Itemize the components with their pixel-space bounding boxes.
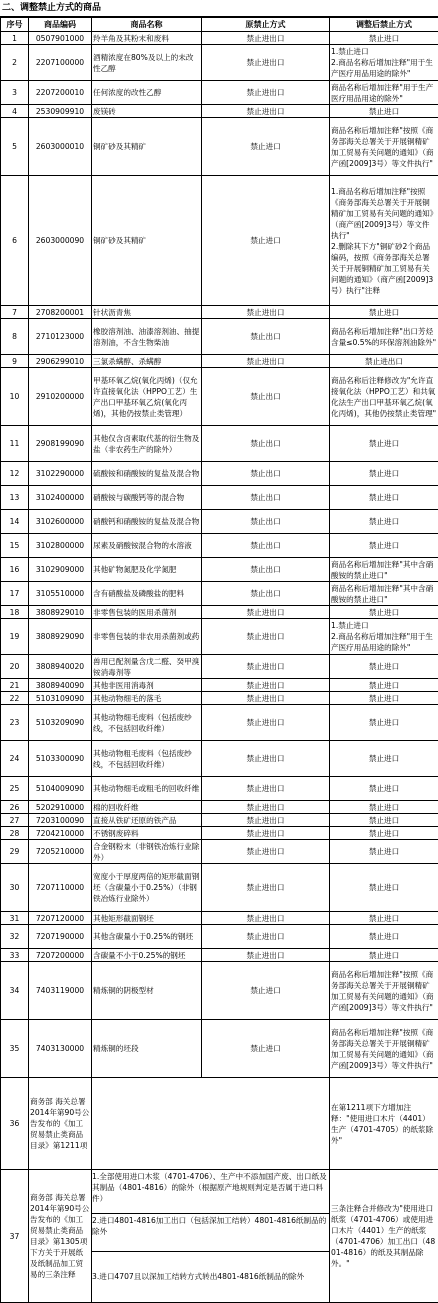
row-code: 5104009090 <box>29 777 92 801</box>
row-code: 7207110000 <box>29 864 92 912</box>
row-adjusted: 禁止进口 <box>330 827 438 840</box>
row-name: 羚羊角及其粉末和废料 <box>92 32 202 45</box>
row-original: 禁止进出口 <box>202 606 330 619</box>
table-row <box>1 582 438 606</box>
row-no: 37 <box>1 1170 29 1303</box>
row-no: 21 <box>1 679 29 692</box>
row-adjusted: 禁止进口 <box>330 306 438 319</box>
row-no: 10 <box>1 368 29 426</box>
row-name: 其他矿物氮肥及化学氮肥 <box>92 558 202 582</box>
table-row <box>1 176 438 306</box>
row-no: 29 <box>1 840 29 864</box>
row-code: 3808929090 <box>29 619 92 655</box>
row-adjusted: 商品名称后增加注释"按照《商务部海关总署关于开展铜精矿加工贸易有关问题的通知》（商产函[2009]3号）等文件执行" <box>330 1020 438 1078</box>
row-code: 2530909910 <box>29 105 92 118</box>
row-adjusted: 禁止进口 <box>330 486 438 510</box>
row-code: 3102909000 <box>29 558 92 582</box>
note-item: 2.进口4801-4816加工出口（包括深加工结转）4801-4816纸制品的除外 <box>92 1214 329 1251</box>
table-row <box>1 32 438 45</box>
row-code: 7403130000 <box>29 1020 92 1078</box>
table-row <box>1 777 438 801</box>
prohibition-table <box>0 17 438 1303</box>
table-row <box>1 827 438 840</box>
row-original: 禁止进出口 <box>202 814 330 827</box>
row-name: 铜矿砂及其精矿 <box>92 118 202 176</box>
table-body-special <box>1 1078 438 1303</box>
row-original: 禁止进出口 <box>202 692 330 705</box>
row-code: 7204210000 <box>29 827 92 840</box>
row-name: 非零售包装的医用杀菌剂 <box>92 606 202 619</box>
row-adjusted: 禁止进口 <box>330 925 438 949</box>
row-no: 4 <box>1 105 29 118</box>
row-no: 33 <box>1 949 29 962</box>
table-row <box>1 741 438 777</box>
note-item: 1.全部使用进口木浆（4701-4706）、生产中不添加国产废、出口纸及其制品（4801-4816）的除外（根据原产地规则判定是否属于进口料件） <box>92 1170 329 1214</box>
row-code: 2906299010 <box>29 355 92 368</box>
header-name: 商品名称 <box>92 18 202 32</box>
row-no: 19 <box>1 619 29 655</box>
table-row <box>1 368 438 426</box>
row-no: 25 <box>1 777 29 801</box>
row-code: 2207100000 <box>29 45 92 81</box>
row-code: 2603000090 <box>29 176 92 306</box>
row-name: 精炼铜的阴极型材 <box>92 962 202 1020</box>
row-name: 硫酸铵和硝酸铵的复盐及混合物 <box>92 462 202 486</box>
row-code: 5202910000 <box>29 801 92 814</box>
row-original: 禁止出口 <box>202 534 330 558</box>
row-name: 精炼铜的坯段 <box>92 1020 202 1078</box>
table-row <box>1 486 438 510</box>
row-original: 禁止出口 <box>202 582 330 606</box>
table-row <box>1 558 438 582</box>
row-name: 甲基环氧乙烷(氧化丙烯)（仅允许直接氧化法（HPPO工艺）生产出口甲基环氧乙烷(氧化丙烯)，其他仍按禁止类管理） <box>92 368 202 426</box>
table-row <box>1 925 438 949</box>
row-no: 18 <box>1 606 29 619</box>
row-name: 其他仅含卤素取代基的衍生物及盐（非农药生产的除外） <box>92 426 202 462</box>
row-original: 禁止进出口 <box>202 679 330 692</box>
row-code: 2710123000 <box>29 319 92 355</box>
table-row <box>1 118 438 176</box>
table-row <box>1 619 438 655</box>
row-no: 28 <box>1 827 29 840</box>
row-adjusted: 禁止进口 <box>330 912 438 925</box>
row-original: 禁止进出口 <box>202 949 330 962</box>
row-original: 禁止出口 <box>202 368 330 426</box>
table-row <box>1 462 438 486</box>
table-row <box>1 510 438 534</box>
row-code: 3105510000 <box>29 582 92 606</box>
row-adjusted: 商品名称后增加注释"其中含硝酸铵的禁止进口" <box>330 582 438 606</box>
row-adjusted: 禁止进口 <box>330 606 438 619</box>
row-code: 2708200001 <box>29 306 92 319</box>
row-no: 20 <box>1 655 29 679</box>
row-no: 24 <box>1 741 29 777</box>
table-row <box>1 81 438 105</box>
row-original: 禁止进出口 <box>202 925 330 949</box>
table-row <box>1 840 438 864</box>
row-adjusted: 禁止进口 <box>330 840 438 864</box>
table-row-36 <box>1 1078 438 1170</box>
row-adjusted: 商品名称后注释修改为"允许直接氧化法（HPPO工艺）和共氧化法生产出口甲基环氧乙烷(氧化丙烯)，其他仍按禁止类管理" <box>330 368 438 426</box>
row-original: 禁止进出口 <box>202 45 330 81</box>
row-code: 3102400000 <box>29 486 92 510</box>
row-adjusted: 禁止进口 <box>330 32 438 45</box>
row-adjusted: 商品名称后增加注释"用于生产医疗用品用途的除外" <box>330 81 438 105</box>
row-adjusted: 商品名称后增加注释"其中含硝酸铵的禁止进口" <box>330 558 438 582</box>
row-name: 直接从铁矿还原的铁产品 <box>92 814 202 827</box>
table-row <box>1 912 438 925</box>
row-code: 3808929010 <box>29 606 92 619</box>
row-adjusted: 禁止进口 <box>330 949 438 962</box>
row-original: 禁止出口 <box>202 426 330 462</box>
row-empty <box>92 1078 330 1170</box>
row-code: 2207200010 <box>29 81 92 105</box>
row-name: 尿素及硝酸铵混合物的水溶液 <box>92 534 202 558</box>
row-adjusted: 商品名称后增加注释"按照《商务部海关总署关于开展铜精矿加工贸易有关问题的通知》（商产函[2009]3号）等文件执行" <box>330 118 438 176</box>
table-row <box>1 426 438 462</box>
section-title: 二、调整禁止方式的商品 <box>0 0 438 17</box>
row-no: 9 <box>1 355 29 368</box>
header-row <box>1 18 438 32</box>
row-name: 合金钢粉末（非钢铁冶炼行业除外） <box>92 840 202 864</box>
row-no: 35 <box>1 1020 29 1078</box>
row-name: 任何浓度的改性乙醇 <box>92 81 202 105</box>
row-desc: 商务部 海关总署2014年第90号公告发布的《加工贸易禁止类商品目录》第1211项 <box>29 1078 92 1170</box>
row-code: 7203100090 <box>29 814 92 827</box>
row-adjusted: 1.商品名称后增加注释"按照《商务部海关总署关于开展铜精矿加工贸易有关问题的通知》（商产函[2009]3号）等文件执行" 2.删除其下方"铜矿砂2个商品编码，按照《商务部海关总署关于开展铜精矿加工贸易有关问题的通知》（商产函[2009]3号）执行"注释 <box>330 176 438 306</box>
row-adjusted: 1.禁止进口 2.商品名称后增加注释"用于生产医疗用品用途的除外" <box>330 619 438 655</box>
row-adjusted: 禁止进口 <box>330 741 438 777</box>
row-name: 不锈钢废碎料 <box>92 827 202 840</box>
row-original: 禁止进出口 <box>202 840 330 864</box>
row-name: 硝酸钙和硝酸铵的复盐及混合物 <box>92 510 202 534</box>
row-original: 禁止出口 <box>202 510 330 534</box>
row-name: 含碳量不小于0.25%的钢坯 <box>92 949 202 962</box>
row-no: 3 <box>1 81 29 105</box>
row-code: 3808940020 <box>29 655 92 679</box>
row-original: 禁止进出口 <box>202 306 330 319</box>
row-adjusted: 禁止进口 <box>330 426 438 462</box>
row-no: 2 <box>1 45 29 81</box>
row-name: 棉的回收纤维 <box>92 801 202 814</box>
table-row <box>1 306 438 319</box>
table-row <box>1 1020 438 1078</box>
row-code: 3102600000 <box>29 510 92 534</box>
row-adjusted: 禁止进口 <box>330 679 438 692</box>
row-name: 兽用已配剂量含戊二醛、癸甲溴铵消毒剂等 <box>92 655 202 679</box>
row-original: 禁止出口 <box>202 486 330 510</box>
table-body <box>1 32 438 1078</box>
row-no: 32 <box>1 925 29 949</box>
row-adjusted: 禁止进口 <box>330 777 438 801</box>
row-original: 禁止进出口 <box>202 827 330 840</box>
row-code: 5103109090 <box>29 692 92 705</box>
row-no: 8 <box>1 319 29 355</box>
row-name: 非零售包装的非农用杀菌剂或药 <box>92 619 202 655</box>
row-original: 禁止进出口 <box>202 355 330 368</box>
row-original: 禁止进出口 <box>202 619 330 655</box>
row-original: 禁止进口 <box>202 962 330 1020</box>
table-row <box>1 655 438 679</box>
row-code: 3102290000 <box>29 462 92 486</box>
row-adjusted: 禁止进口 <box>330 705 438 741</box>
row-notes <box>92 1170 330 1303</box>
row-name: 其他含碳量小于0.25%的钢坯 <box>92 925 202 949</box>
table-row <box>1 606 438 619</box>
row-adjusted: 在第1211项下方增加注释："使用进口木片（4401）生产（4701-4705）的纸浆除外" <box>330 1078 438 1170</box>
row-adjusted: 禁止进口 <box>330 655 438 679</box>
table-row <box>1 814 438 827</box>
table-row <box>1 105 438 118</box>
row-no: 30 <box>1 864 29 912</box>
row-adjusted: 商品名称后增加注释"出口芳烃含量≤0.5%的环保溶剂油除外" <box>330 319 438 355</box>
notes-stack <box>92 1170 329 1302</box>
table-row <box>1 705 438 741</box>
table-row <box>1 949 438 962</box>
row-adjusted: 禁止进口 <box>330 864 438 912</box>
row-desc: 商务部 海关总署2014年第90号公告发布的《加工贸易禁止类商品目录》第1305项下方关于开展纸及纸制品加工贸易的三条注释 <box>29 1170 92 1303</box>
row-name: 废镁砖 <box>92 105 202 118</box>
row-no: 27 <box>1 814 29 827</box>
row-no: 31 <box>1 912 29 925</box>
row-no: 23 <box>1 705 29 741</box>
row-name: 其他动物细毛或粗毛的回收纤维 <box>92 777 202 801</box>
table-row <box>1 679 438 692</box>
row-no: 36 <box>1 1078 29 1170</box>
row-code: 2910200000 <box>29 368 92 426</box>
row-original: 禁止出口 <box>202 462 330 486</box>
row-original: 禁止进口 <box>202 176 330 306</box>
row-original: 禁止出口 <box>202 558 330 582</box>
row-code: 3808940090 <box>29 679 92 692</box>
row-original: 禁止进出口 <box>202 105 330 118</box>
row-name: 橡胶溶剂油、油漆溶剂油、抽提溶剂油，不含生物柴油 <box>92 319 202 355</box>
row-original: 禁止进出口 <box>202 741 330 777</box>
row-original: 禁止出口 <box>202 319 330 355</box>
row-no: 26 <box>1 801 29 814</box>
row-original: 禁止进出口 <box>202 32 330 45</box>
row-original: 禁止进出口 <box>202 705 330 741</box>
row-adjusted: 禁止进口 <box>330 692 438 705</box>
row-original: 禁止进出口 <box>202 864 330 912</box>
header-code: 商品编码 <box>29 18 92 32</box>
row-adjusted: 1.禁止进口 2.商品名称后增加注释"用于生产医疗用品用途的除外" <box>330 45 438 81</box>
row-adjusted: 禁止进口 <box>330 105 438 118</box>
row-code: 7207200000 <box>29 949 92 962</box>
row-original: 禁止进口 <box>202 118 330 176</box>
row-name: 其他动物细毛废料（包括废纱线，不包括回收纤维） <box>92 705 202 741</box>
row-adjusted: 禁止进口 <box>330 462 438 486</box>
row-name: 其他非医用消毒剂 <box>92 679 202 692</box>
row-no: 17 <box>1 582 29 606</box>
table-row <box>1 45 438 81</box>
row-code: 5103300090 <box>29 741 92 777</box>
row-adjusted: 禁止进口 <box>330 814 438 827</box>
row-name: 三氯杀螨醇、杀螨醇 <box>92 355 202 368</box>
row-no: 13 <box>1 486 29 510</box>
row-no: 34 <box>1 962 29 1020</box>
table-row-37 <box>1 1170 438 1303</box>
row-no: 15 <box>1 534 29 558</box>
row-name: 酒精浓度在80%及以上的未改性乙醇 <box>92 45 202 81</box>
table-row <box>1 801 438 814</box>
row-no: 6 <box>1 176 29 306</box>
table-row <box>1 355 438 368</box>
row-code: 5103209090 <box>29 705 92 741</box>
row-name: 铜矿砂及其精矿 <box>92 176 202 306</box>
row-adjusted: 禁止进出口 <box>330 355 438 368</box>
row-adjusted: 商品名称后增加注释"按照《商务部海关总署关于开展铜精矿加工贸易有关问题的通知》（商产函[2009]3号）等文件执行" <box>330 962 438 1020</box>
row-no: 12 <box>1 462 29 486</box>
row-original: 禁止进出口 <box>202 912 330 925</box>
row-code: 2908199090 <box>29 426 92 462</box>
header-original-method: 原禁止方式 <box>202 18 330 32</box>
row-original: 禁止进出口 <box>202 801 330 814</box>
row-name: 宽度小于厚度两倍的矩形截面钢坯（含碳量小于0.25%）（非钢铁冶炼行业除外） <box>92 864 202 912</box>
table-row <box>1 319 438 355</box>
row-original: 禁止进口 <box>202 1020 330 1078</box>
table-row <box>1 962 438 1020</box>
table-row <box>1 534 438 558</box>
header-no: 序号 <box>1 18 29 32</box>
row-name: 其他动物细毛的落毛 <box>92 692 202 705</box>
row-name: 针状沥青焦 <box>92 306 202 319</box>
row-code: 7207190000 <box>29 925 92 949</box>
row-code: 7207120000 <box>29 912 92 925</box>
row-no: 1 <box>1 32 29 45</box>
row-original: 禁止进出口 <box>202 655 330 679</box>
row-no: 22 <box>1 692 29 705</box>
row-code: 7403119000 <box>29 962 92 1020</box>
row-code: 3102800000 <box>29 534 92 558</box>
note-item: 3.进口4707且以深加工结转方式转出4801-4816纸制品的除外 <box>92 1252 329 1302</box>
table-row <box>1 864 438 912</box>
row-no: 14 <box>1 510 29 534</box>
table-row <box>1 692 438 705</box>
row-name: 其他动物粗毛废料（包括废纱线，不包括回收纤维） <box>92 741 202 777</box>
row-code: 7205210000 <box>29 840 92 864</box>
row-adjusted: 禁止进口 <box>330 801 438 814</box>
header-adjusted-method: 调整后禁止方式 <box>330 18 438 32</box>
row-original: 禁止进出口 <box>202 777 330 801</box>
row-adjusted: 禁止进口 <box>330 510 438 534</box>
row-adjusted: 禁止进口 <box>330 534 438 558</box>
row-name: 含有硝酸盐及磷酸盐的肥料 <box>92 582 202 606</box>
row-name: 其他矩形截面钢坯 <box>92 912 202 925</box>
row-no: 11 <box>1 426 29 462</box>
row-no: 5 <box>1 118 29 176</box>
row-no: 7 <box>1 306 29 319</box>
row-adjusted: 三条注释合并修改为"使用进口纸浆（4701-4706）或使用进口木片（4401）生产的纸浆（4701-4706）加工出口（4801-4816）的纸及其制品除外。" <box>330 1170 438 1303</box>
row-code: 0507901000 <box>29 32 92 45</box>
row-code: 2603000010 <box>29 118 92 176</box>
row-no: 16 <box>1 558 29 582</box>
row-name: 硝酸铵与碳酸钙等的混合物 <box>92 486 202 510</box>
row-original: 禁止进出口 <box>202 81 330 105</box>
